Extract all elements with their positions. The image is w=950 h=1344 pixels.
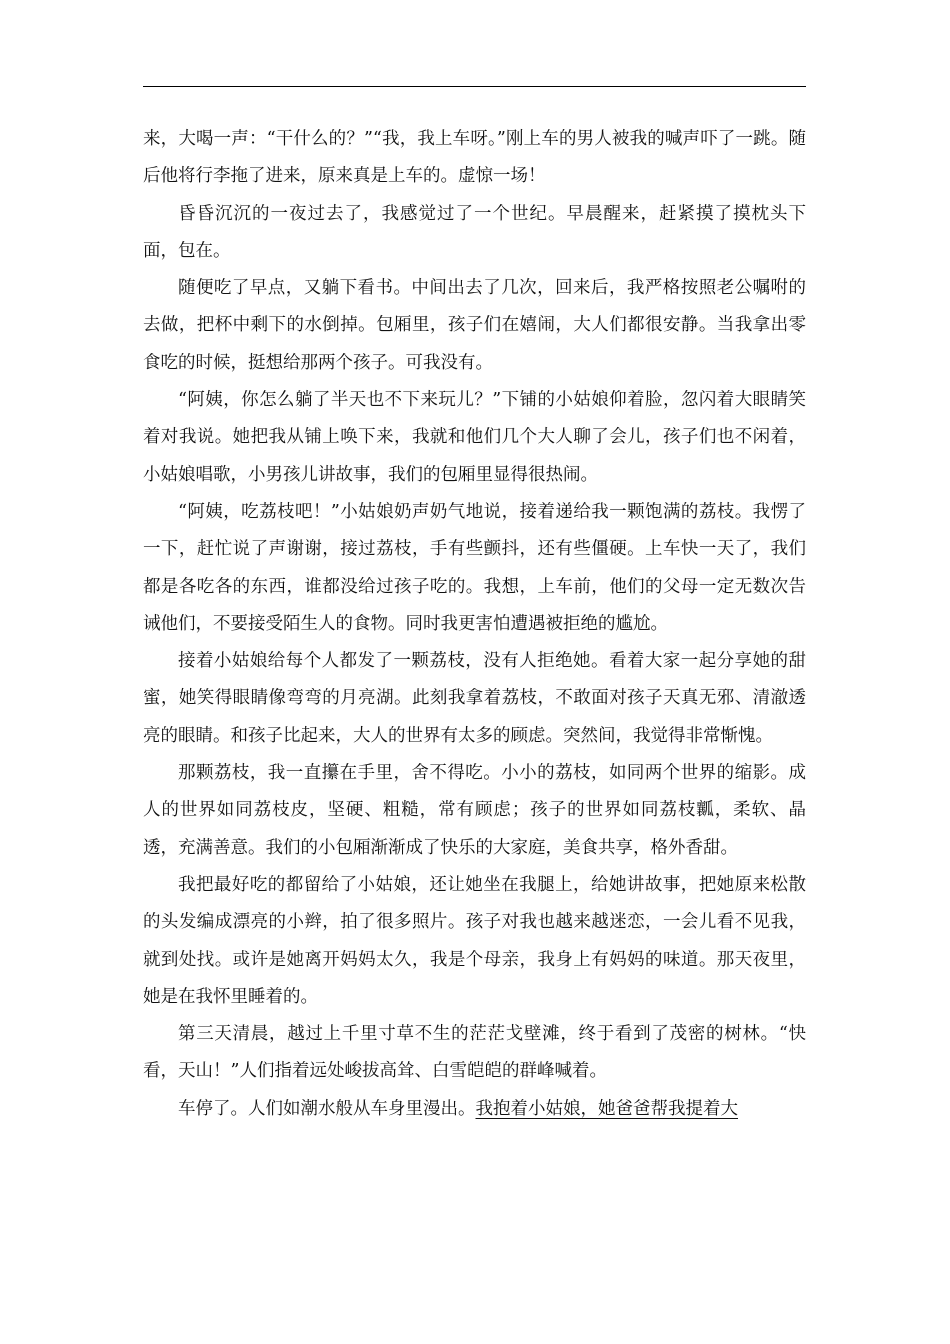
paragraph-8: 我把最好吃的都留给了小姑娘，还让她坐在我腿上，给她讲故事，把她原来松散的头发编成漂亮的小辫，拍了很多照片。孩子对我也越来越迷恋，一会儿看不见我，就到处找。或许是她离开妈妈太久，我是个母亲，我身上有妈妈的味道。那天夜里，她是在我怀里睡着的。: [143, 874, 806, 1007]
paragraph-4: “阿姨，你怎么躺了半天也不下来玩儿？”下铺的小姑娘仰着脸，忽闪着大眼睛笑着对我说。她把我从铺上唤下来，我就和他们几个大人聊了会儿，孩子们也不闲着，小姑娘唱歌，小男孩儿讲故事，我们的包厢里显得很热闹。: [143, 390, 806, 485]
article-body: [143, 121, 806, 1128]
paragraph-2: 昏昏沉沉的一夜过去了，我感觉过了一个世纪。早晨醒来，赶紧摸了摸枕头下面，包在。: [143, 203, 806, 261]
paragraph-1: 来，大喝一声：“干什么的？”“我，我上车呀。”刚上车的男人被我的喊声吓了一跳。随后他将行李拖了进来，原来真是上车的。虚惊一场！: [143, 129, 806, 187]
paragraph-6: 接着小姑娘给每个人都发了一颗荔枝，没有人拒绝她。看着大家一起分享她的甜蜜，她笑得眼睛像弯弯的月亮湖。此刻我拿着荔枝，不敢面对孩子天真无邪、清澈透亮的眼睛。和孩子比起来，大人的世界有太多的顾虑。突然间，我觉得非常惭愧。: [143, 651, 806, 746]
paragraph-9: 第三天清晨，越过上千里寸草不生的茫茫戈壁滩，终于看到了茂密的树林。“快看，天山！”人们指着远处峻拔高耸、白雪皑皑的群峰喊着。: [143, 1024, 806, 1082]
paragraph-10-plain: 车停了。人们如潮水般从车身里漫出。: [178, 1098, 476, 1119]
paragraph-5: “阿姨，吃荔枝吧！”小姑娘奶声奶气地说，接着递给我一颗饱满的荔枝。我愣了一下，赶忙说了声谢谢，接过荔枝，手有些颤抖，还有些僵硬。上车快一天了，我们都是各吃各的东西，谁都没给过孩子吃的。我想，上车前，他们的父母一定无数次告诫他们，不要接受陌生人的食物。同时我更害怕遭遇被拒绝的尴尬。: [143, 501, 806, 634]
paragraph-3: 随便吃了早点，又躺下看书。中间出去了几次，回来后，我严格按照老公嘱咐的去做，把杯中剩下的水倒掉。包厢里，孩子们在嬉闹，大人们都很安静。当我拿出零食吃的时候，挺想给那两个孩子。可我没有。: [143, 278, 806, 373]
underlined-sentence: 我抱着小姑娘，她爸爸帮我提着大: [475, 1098, 738, 1119]
paragraph-10: [143, 1091, 806, 1128]
paragraph-7: 那颗荔枝，我一直攥在手里，舍不得吃。小小的荔枝，如同两个世界的缩影。成人的世界如同荔枝皮，坚硬、粗糙，常有顾虑；孩子的世界如同荔枝瓤，柔软、晶透，充满善意。我们的小包厢渐渐成了快乐的大家庭，美食共享，格外香甜。: [143, 763, 806, 858]
header-rule: [143, 86, 806, 87]
